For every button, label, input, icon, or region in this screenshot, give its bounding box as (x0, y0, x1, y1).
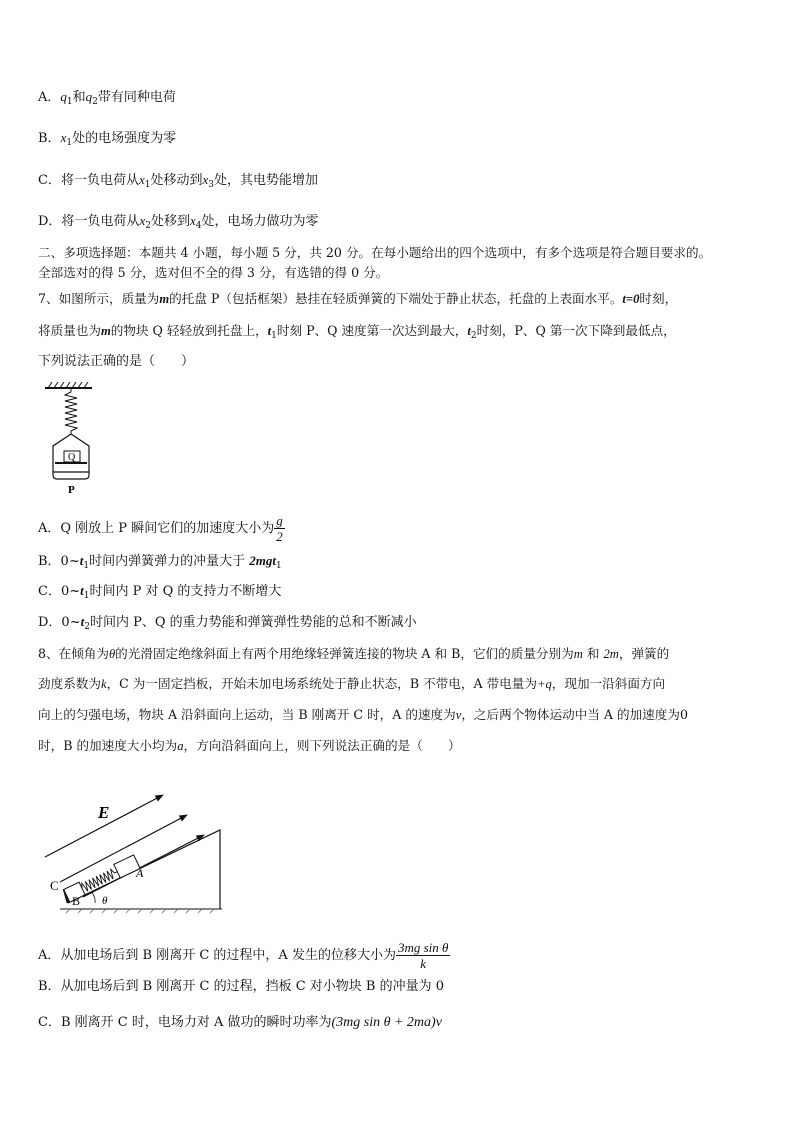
figure-label-q: Q (68, 452, 76, 463)
q7-stem-line1: 7、如图所示，质量为m的托盘 P（包括框架）悬挂在轻质弹簧的下端处于静止状态，托盘的上表面水平。t=0时刻， (38, 291, 678, 306)
figure-label-theta: θ (102, 895, 108, 907)
figure-label-p: P (68, 484, 75, 496)
section2-heading-line1: 二、多项选择题：本题共 4 小题，每小题 5 分，共 20 分。在每小题给出的四个选项中，有多个选项是符合题目要求的。 (38, 245, 712, 260)
q8-option-b: B．从加电场后到 B 刚离开 C 的过程，挡板 C 对小物块 B 的冲量为 0 (38, 979, 445, 994)
q7-spring-tray-figure (40, 382, 110, 497)
q8-stem-line4: 时，B 的加速度大小均为a，方向沿斜面向上，则下列说法正确的是（ ） (38, 738, 461, 753)
q8-incline-figure (40, 785, 240, 915)
q8-stem-line1: 8、在倾角为θ的光滑固定绝缘斜面上有两个用绝缘轻弹簧连接的物块 A 和 B，它们的质量分别为m 和 2m，弹簧的 (38, 646, 670, 661)
q7-stem-line3: 下列说法正确的是（ ） (38, 354, 195, 369)
q8-option-a: A．从加电场后到 B 刚离开 C 的过程中，A 发生的位移大小为 $\frac{\text{3mg sin θ}}{k}$ (38, 940, 449, 971)
q7-stem-line2: 将质量也为m的物块 Q 轻轻放到托盘上，$t_1$时刻 P、Q 速度第一次达到最大，$t_2$时刻，P、Q 第一次下降到最低点， (38, 323, 676, 341)
q6-option-b: B．$x_1$处的电场强度为零 (38, 130, 177, 148)
section2-heading-line2: 全部选对的得 5 分，选对但不全的得 3 分，有选错的得 0 分。 (38, 265, 389, 280)
q8-stem-line3: 向上的匀强电场，物块 A 沿斜面向上运动，当 B 刚离开 C 时，A 的速度为v，之后两个物体运动中当 A 的加速度为0 (38, 707, 688, 722)
q8-stem-line2: 劲度系数为k，C 为一固定挡板，开始未加电场系统处于静止状态，B 不带电，A 带电量为+q，现加一沿斜面方向 (38, 676, 666, 691)
q7-option-c: C．$0\sim t_1$时间内 P 对 Q 的支持力不断增大 (38, 583, 282, 601)
figure-label-c: C (50, 878, 59, 893)
q7-option-b: B．$0\sim t_1$时间内弹簧弹力的冲量大于 2mgt$_1$ (38, 553, 282, 571)
q8-option-c: C．B 刚离开 C 时，电场力对 A 做功的瞬时功率为(3mg sin θ + 2ma)v (38, 1015, 442, 1030)
q6-option-c: C．将一负电荷从$x_1$处移动到$x_3$处，其电势能增加 (38, 172, 319, 190)
q7-option-d: D．$0\sim t_2$时间内 P、Q 的重力势能和弹簧弹性势能的总和不断减小 (38, 614, 417, 632)
figure-label-b: B (72, 894, 81, 908)
q6-option-d: D．将一负电荷从$x_2$处移到$x_4$处，电场力做功为零 (38, 213, 319, 231)
q7-option-a: A．Q 刚放上 P 瞬间它们的加速度大小为 $\frac{g}{2}$ (38, 513, 283, 544)
field-label-e: E (98, 803, 110, 822)
q6-option-a: A．$q_1$和$q_2$带有同种电荷 (38, 89, 176, 107)
figure-label-a: A (136, 866, 144, 880)
